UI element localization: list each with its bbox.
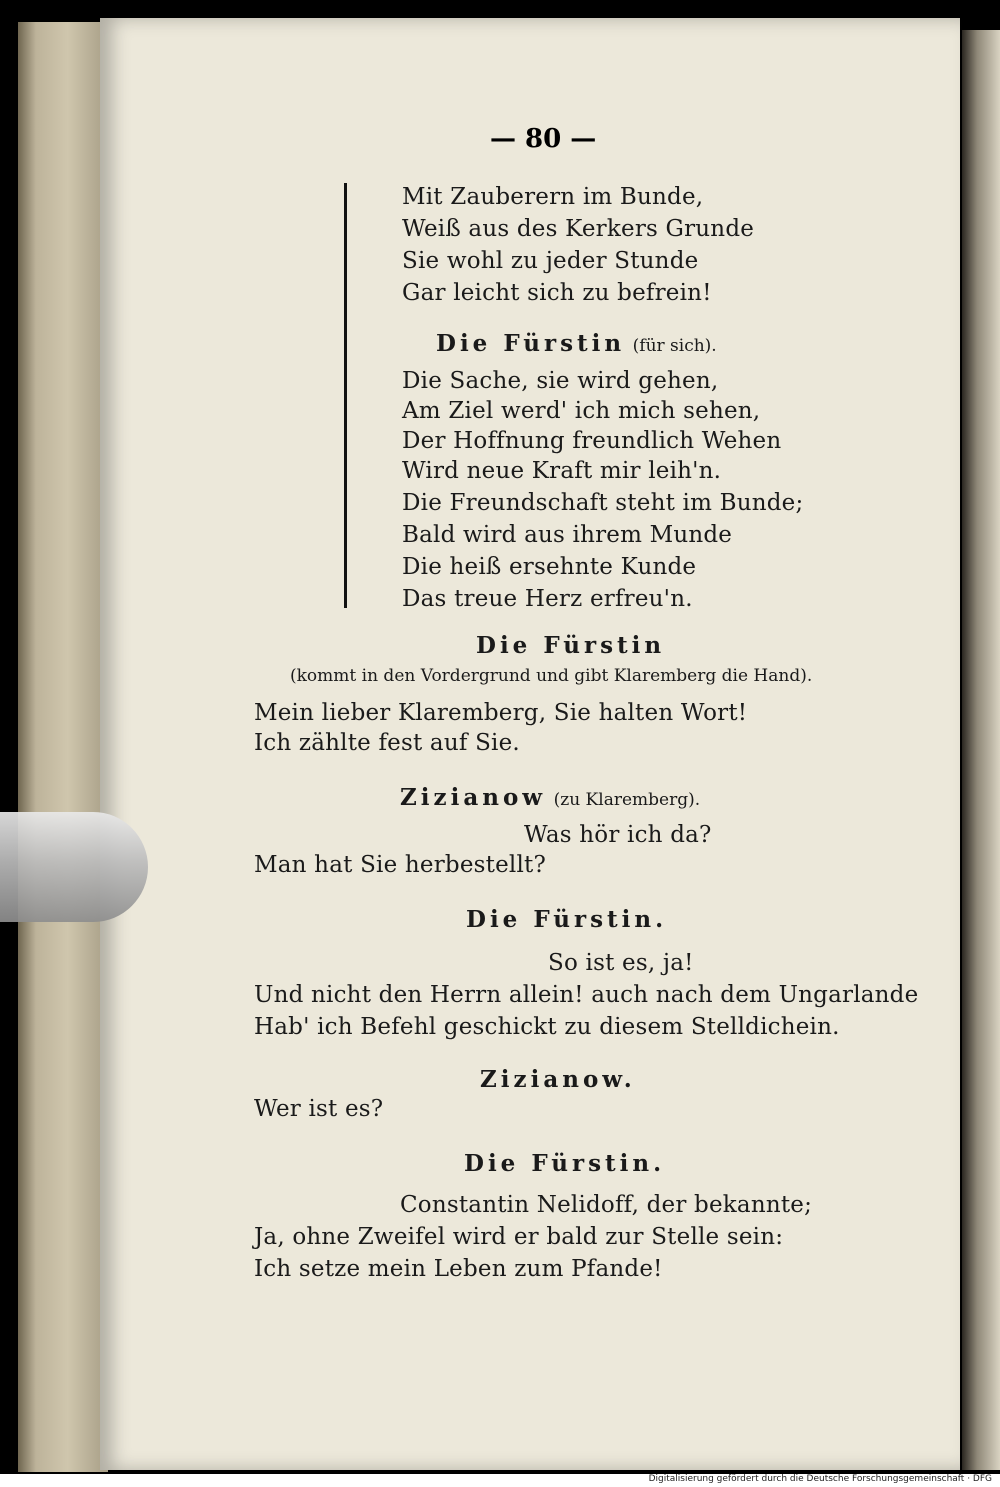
speech-line: Hab' ich Befehl geschickt zu diesem Stelldichein. [254,1014,840,1040]
next-page-edge [962,30,1000,1470]
speaker-heading [436,330,717,357]
verse-line: Sie wohl zu jeder Stunde [402,248,699,274]
stage-direction: (für sich). [632,336,717,356]
verse-line: Mit Zauberern im Bunde, [402,184,704,210]
speech-line: Mein lieber Klaremberg, Sie halten Wort! [254,700,748,726]
verse-line: Bald wird aus ihrem Munde [402,522,733,548]
speech-line: So ist es, ja! [548,950,694,976]
footer-text: Digitalisierung gefördert durch die Deutsche Forschungsgemeinschaft · DFG [648,1474,992,1484]
verse-bracket [344,183,347,608]
speaker-name: Zizianow. [480,1066,636,1093]
book-clip [0,812,148,922]
speech-line: Ich zählte fest auf Sie. [254,730,520,756]
stage-direction: (zu Klaremberg). [553,790,701,810]
verse-line: Der Hoffnung freundlich Wehen [402,428,782,454]
speaker-name: Die Fürstin. [466,906,668,933]
speech-line: Man hat Sie herbestellt? [254,852,546,878]
verse-line: Die Sache, sie wird gehen, [402,368,719,394]
speech-line: Wer ist es? [254,1096,384,1122]
verse-line: Am Ziel werd' ich mich sehen, [402,398,761,424]
speech-line: Constantin Nelidoff, der bekannte; [400,1192,813,1218]
speech-line: Ich setze mein Leben zum Pfande! [254,1256,663,1282]
verse-line: Die Freundschaft steht im Bunde; [402,490,804,516]
page-number: — 80 — [490,124,597,154]
speech-line: Und nicht den Herrn allein! auch nach dem Ungarlande [254,982,919,1008]
verse-line: Das treue Herz erfreu'n. [402,586,693,612]
verse-line: Gar leicht sich zu befrein! [402,280,712,306]
book-page-edges [18,22,108,1472]
digitization-footer [0,1474,1000,1487]
speaker-name: Zizianow [400,784,547,811]
verse-line: Weiß aus des Kerkers Grunde [402,216,755,242]
speaker-heading [400,784,700,811]
speech-line: Was hör ich da? [524,822,712,848]
speaker-name: Die Fürstin [476,632,666,659]
speaker-name: Die Fürstin. [464,1150,666,1177]
verse-line: Die heiß ersehnte Kunde [402,554,697,580]
stage-direction: (kommt in den Vordergrund und gibt Klaremberg die Hand). [290,666,813,686]
speaker-name: Die Fürstin [436,330,626,357]
speech-line: Ja, ohne Zweifel wird er bald zur Stelle sein: [254,1224,784,1250]
verse-line: Wird neue Kraft mir leih'n. [402,458,722,484]
